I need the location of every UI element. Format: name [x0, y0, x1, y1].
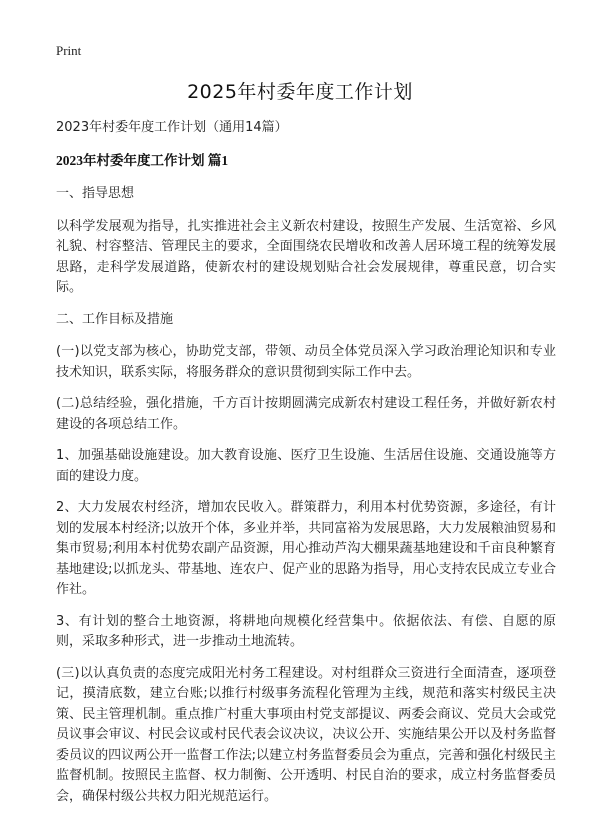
paragraph: 以科学发展观为指导，扎实推进社会主义新农村建设，按照生产发展、生活宽裕、乡风礼貌、村容整洁、管理民主的要求，全面围绕农民增收和改善人居环境工程的统筹发展思路，走科学发展道路，使新农村的建设规划贴合社会发展规律，尊重民意，切合实际。 — [56, 218, 556, 295]
paragraph: 2、大力发展农村经济，增加农民收入。群策群力，利用本村优势资源，多途径，有计划的发展本村经济;以放开个体，多业并举，共同富裕为发展思路，大力发展粮油贸易和集市贸易;利用本村优势农副产品资源，用心推动芦沟大棚果蔬基地建设和千亩良种繁育基地建设;以抓龙头、带基地、连农户、促产业的思路为指导，用心支持农民成立专业合作社。 — [56, 500, 556, 597]
paragraph: (三)以认真负责的态度完成阳光村务工程建设。对村组群众三资进行全面清查，逐项登记，摸清底数，建立台账;以推行村级事务流程化管理为主线，规范和落实村级民主决策、民主管理机制。重点推广村重大事项由村党支部提议、两委会商议、党员大会或党员议事会审议、村民会议或村民代表会议决议，决议公开、实施结果公开以及村务监督委员议的四议两公开一监督工作法;以建立村务监督委员会为重点，完善和强化村级民主监督机制。按照民主监督、权力制衡、公开透明、村民自治的要求，成立村务监督委员会，确保村级公共权力阳光规范运行。 — [56, 665, 556, 804]
print-link[interactable]: Print — [56, 43, 82, 58]
document-title: 2025年村委年度工作计划 — [187, 81, 413, 103]
paragraph: 3、有计划的整合土地资源，将耕地向规模化经营集中。依据依法、有偿、自愿的原则，采取多种形式，进一步推动土地流转。 — [56, 613, 556, 649]
heading-guiding-ideology: 一、指导思想 — [56, 186, 135, 201]
paragraph: (二)总结经验，强化措施，千方百计按期圆满完成新农村建设工程任务，并做好新农村建设的各项总结工作。 — [56, 396, 556, 432]
document-body — [56, 118, 556, 818]
section-heading: 2023年村委年度工作计划 篇1 — [56, 153, 229, 168]
paragraph: 1、加强基础设施建设。加大教育设施、医疗卫生设施、生活居住设施、交通设施等方面的建设力度。 — [56, 448, 556, 484]
paragraph: (一)以党支部为核心，协助党支部，带领、动员全体党员深入学习政治理论知识和专业技术知识，联系实际，将服务群众的意识贯彻到实际工作中去。 — [56, 344, 556, 380]
document-subtitle: 2023年村委年度工作计划（通用14篇） — [56, 120, 288, 135]
heading-goals-measures: 二、工作目标及措施 — [56, 311, 174, 327]
